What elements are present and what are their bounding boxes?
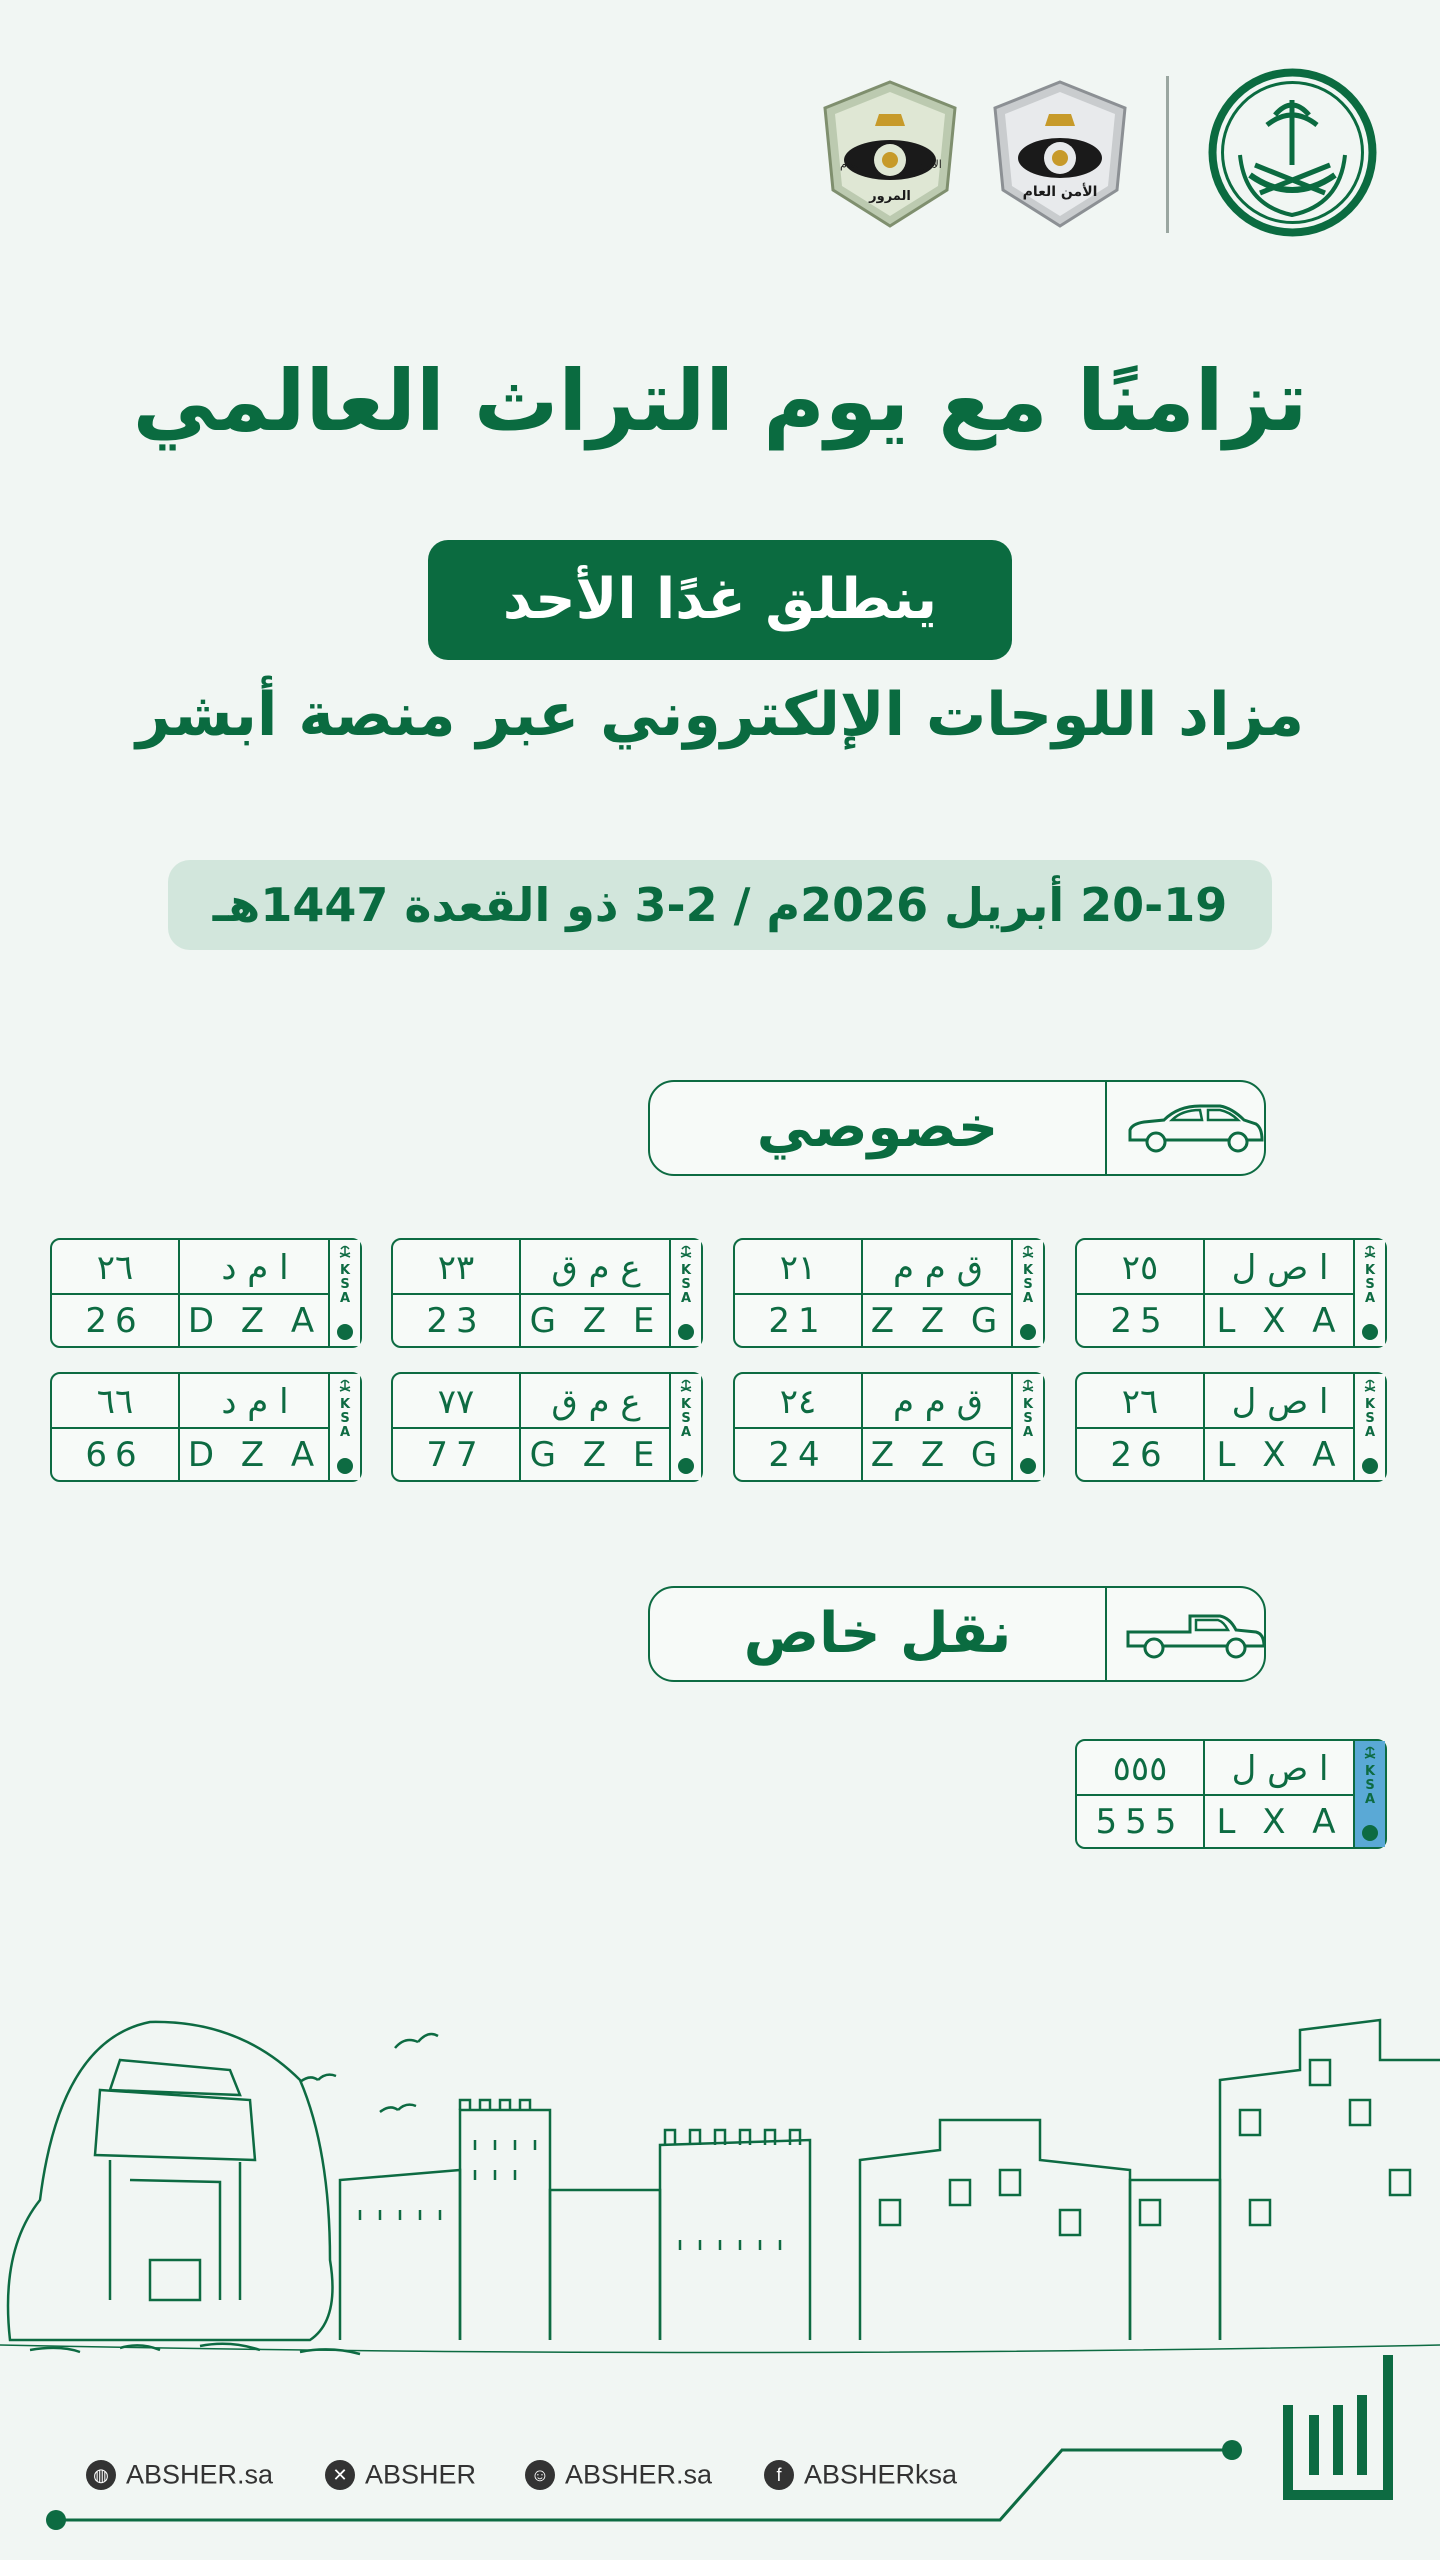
- link-text: ABSHER.sa: [126, 2459, 274, 2490]
- plate-arabic-letters: ع م ق: [551, 1248, 641, 1288]
- plate-number: 26: [1110, 1435, 1170, 1475]
- plate-arabic-number: ٥٥٥: [1112, 1749, 1168, 1789]
- category-separator: [1105, 1588, 1107, 1680]
- plate-arabic-letters: ع م ق: [551, 1382, 641, 1422]
- plate-letters: D Z A: [187, 1301, 323, 1341]
- plate-ksa-text: K S A: [339, 1397, 351, 1440]
- plate-dot: [1020, 1324, 1036, 1340]
- plate-ksa-strip: [669, 1374, 701, 1480]
- plate-ksa-text: K S A: [1364, 1397, 1376, 1440]
- category-label: خصوصي: [756, 1095, 999, 1160]
- plate-number: 77: [426, 1435, 486, 1475]
- subtitle: مزاد اللوحات الإلكتروني عبر منصة أبشر: [136, 680, 1304, 750]
- plate-dot: [1362, 1458, 1378, 1474]
- plate-letters: D Z A: [187, 1435, 323, 1475]
- palm-swords-icon: [1362, 1745, 1378, 1761]
- launch-banner: ينطلق غدًا الأحد: [428, 540, 1012, 660]
- footer-link-x[interactable]: [325, 2458, 476, 2490]
- plate-arabic-letters: ا م د: [221, 1248, 289, 1288]
- link-text: ABSHER.sa: [565, 2459, 713, 2490]
- plate-dot: [678, 1324, 694, 1340]
- license-plate: [50, 1238, 362, 1348]
- palm-swords-icon: [1362, 1244, 1378, 1260]
- plate-dot: [1362, 1825, 1378, 1841]
- palm-swords-icon: [678, 1244, 694, 1260]
- plate-arabic-letters: ق م م: [892, 1248, 984, 1288]
- badge-text-bottom: المرور: [869, 189, 911, 204]
- plate-arabic-number: ٢٦: [96, 1248, 134, 1288]
- page-title: تزامنًا مع يوم التراث العالمي: [132, 352, 1308, 450]
- license-plate: [733, 1372, 1045, 1482]
- plate-arabic-letters: ا ص ل: [1231, 1749, 1329, 1789]
- license-plate: [733, 1238, 1045, 1348]
- plate-number: 23: [426, 1301, 486, 1341]
- plate-arabic-number: ٢١: [779, 1248, 817, 1288]
- link-text: ABSHERksa: [804, 2459, 958, 2490]
- heritage-skyline-illustration: [0, 2000, 1440, 2380]
- plate-ksa-strip: [328, 1240, 360, 1346]
- license-plate: [1075, 1238, 1387, 1348]
- plate-ksa-text: K S A: [680, 1397, 692, 1440]
- license-plate: [50, 1372, 362, 1482]
- public-security-badge: [985, 78, 1135, 230]
- plate-dot: [678, 1458, 694, 1474]
- plate-ksa-strip: [1353, 1374, 1385, 1480]
- license-plate: [1075, 1372, 1387, 1482]
- plate-ksa-text: K S A: [1022, 1397, 1034, 1440]
- plate-letters: L X A: [1216, 1802, 1344, 1842]
- plate-arabic-number: ٢٦: [1121, 1382, 1159, 1422]
- plate-number: 25: [1110, 1301, 1170, 1341]
- plate-number: 21: [768, 1301, 828, 1341]
- plate-arabic-number: ٢٤: [779, 1382, 817, 1422]
- category-label: نقل خاص: [743, 1601, 1012, 1666]
- plate-number: 66: [85, 1435, 145, 1475]
- plate-letters: G Z E: [529, 1301, 663, 1341]
- palm-swords-icon: [1362, 1378, 1378, 1394]
- plate-number: 24: [768, 1435, 828, 1475]
- plate-ksa-text: K S A: [339, 1263, 351, 1306]
- palm-swords-icon: [337, 1378, 353, 1394]
- category-private-transport: [648, 1586, 1266, 1682]
- plate-ksa-strip: [328, 1374, 360, 1480]
- category-separator: [1105, 1082, 1107, 1174]
- link-text: ABSHER: [365, 2459, 477, 2490]
- plate-ksa-strip: [1011, 1374, 1043, 1480]
- plate-ksa-strip: [1011, 1240, 1043, 1346]
- traffic-police-badge: [815, 78, 965, 230]
- plate-arabic-letters: ا ص ل: [1231, 1248, 1329, 1288]
- snapchat-icon: ☺: [525, 2460, 555, 2490]
- plate-number: 26: [85, 1301, 145, 1341]
- plate-arabic-number: ٧٧: [437, 1382, 475, 1422]
- plate-dot: [337, 1458, 353, 1474]
- palm-swords-icon: [1020, 1244, 1036, 1260]
- plate-arabic-letters: ا ص ل: [1231, 1382, 1329, 1422]
- plate-dot: [1020, 1458, 1036, 1474]
- category-private: [648, 1080, 1266, 1176]
- plate-ksa-strip: [669, 1240, 701, 1346]
- footer-link-website[interactable]: [86, 2458, 273, 2490]
- plate-ksa-strip: [1353, 1741, 1385, 1847]
- plate-ksa-text: K S A: [1364, 1764, 1376, 1807]
- plate-arabic-letters: ق م م: [892, 1382, 984, 1422]
- plate-letters: L X A: [1216, 1435, 1344, 1475]
- badge-text: الأمن العام: [1022, 184, 1098, 200]
- plate-dot: [1362, 1324, 1378, 1340]
- plate-ksa-text: K S A: [1364, 1263, 1376, 1306]
- facebook-icon: f: [764, 2460, 794, 2490]
- plate-number: 555: [1095, 1802, 1185, 1842]
- palm-swords-icon: [1020, 1378, 1036, 1394]
- plate-ksa-strip: [1353, 1240, 1385, 1346]
- globe-icon: ◍: [86, 2460, 116, 2490]
- absher-logo: [1278, 2345, 1398, 2505]
- footer-link-snapchat[interactable]: [525, 2458, 712, 2490]
- palm-swords-icon: [337, 1244, 353, 1260]
- plate-ksa-text: K S A: [680, 1263, 692, 1306]
- plate-arabic-number: ٦٦: [96, 1382, 134, 1422]
- plate-arabic-letters: ا م د: [221, 1382, 289, 1422]
- plate-dot: [337, 1324, 353, 1340]
- badge-text-right: العام: [840, 158, 862, 171]
- plate-arabic-number: ٢٣: [437, 1248, 475, 1288]
- palm-swords-icon: [678, 1378, 694, 1394]
- plate-letters: Z Z G: [870, 1435, 1006, 1475]
- license-plate: [391, 1372, 703, 1482]
- plate-letters: G Z E: [529, 1435, 663, 1475]
- footer-link-facebook[interactable]: [764, 2458, 957, 2490]
- plate-letters: Z Z G: [870, 1301, 1006, 1341]
- pickup-truck-icon: [1120, 1602, 1270, 1666]
- header-divider: [1166, 76, 1169, 233]
- date-range-badge: 20-19 أبريل 2026م / 2-3 ذو القعدة 1447هـ: [168, 860, 1272, 950]
- x-icon: ✕: [325, 2460, 355, 2490]
- badge-text-left: الأمن: [918, 158, 942, 171]
- ministry-of-interior-emblem: [1205, 65, 1380, 240]
- license-plate: [391, 1238, 703, 1348]
- plate-ksa-text: K S A: [1022, 1263, 1034, 1306]
- sedan-car-icon: [1120, 1096, 1270, 1160]
- plate-arabic-number: ٢٥: [1121, 1248, 1159, 1288]
- license-plate: [1075, 1739, 1387, 1849]
- plate-letters: L X A: [1216, 1301, 1344, 1341]
